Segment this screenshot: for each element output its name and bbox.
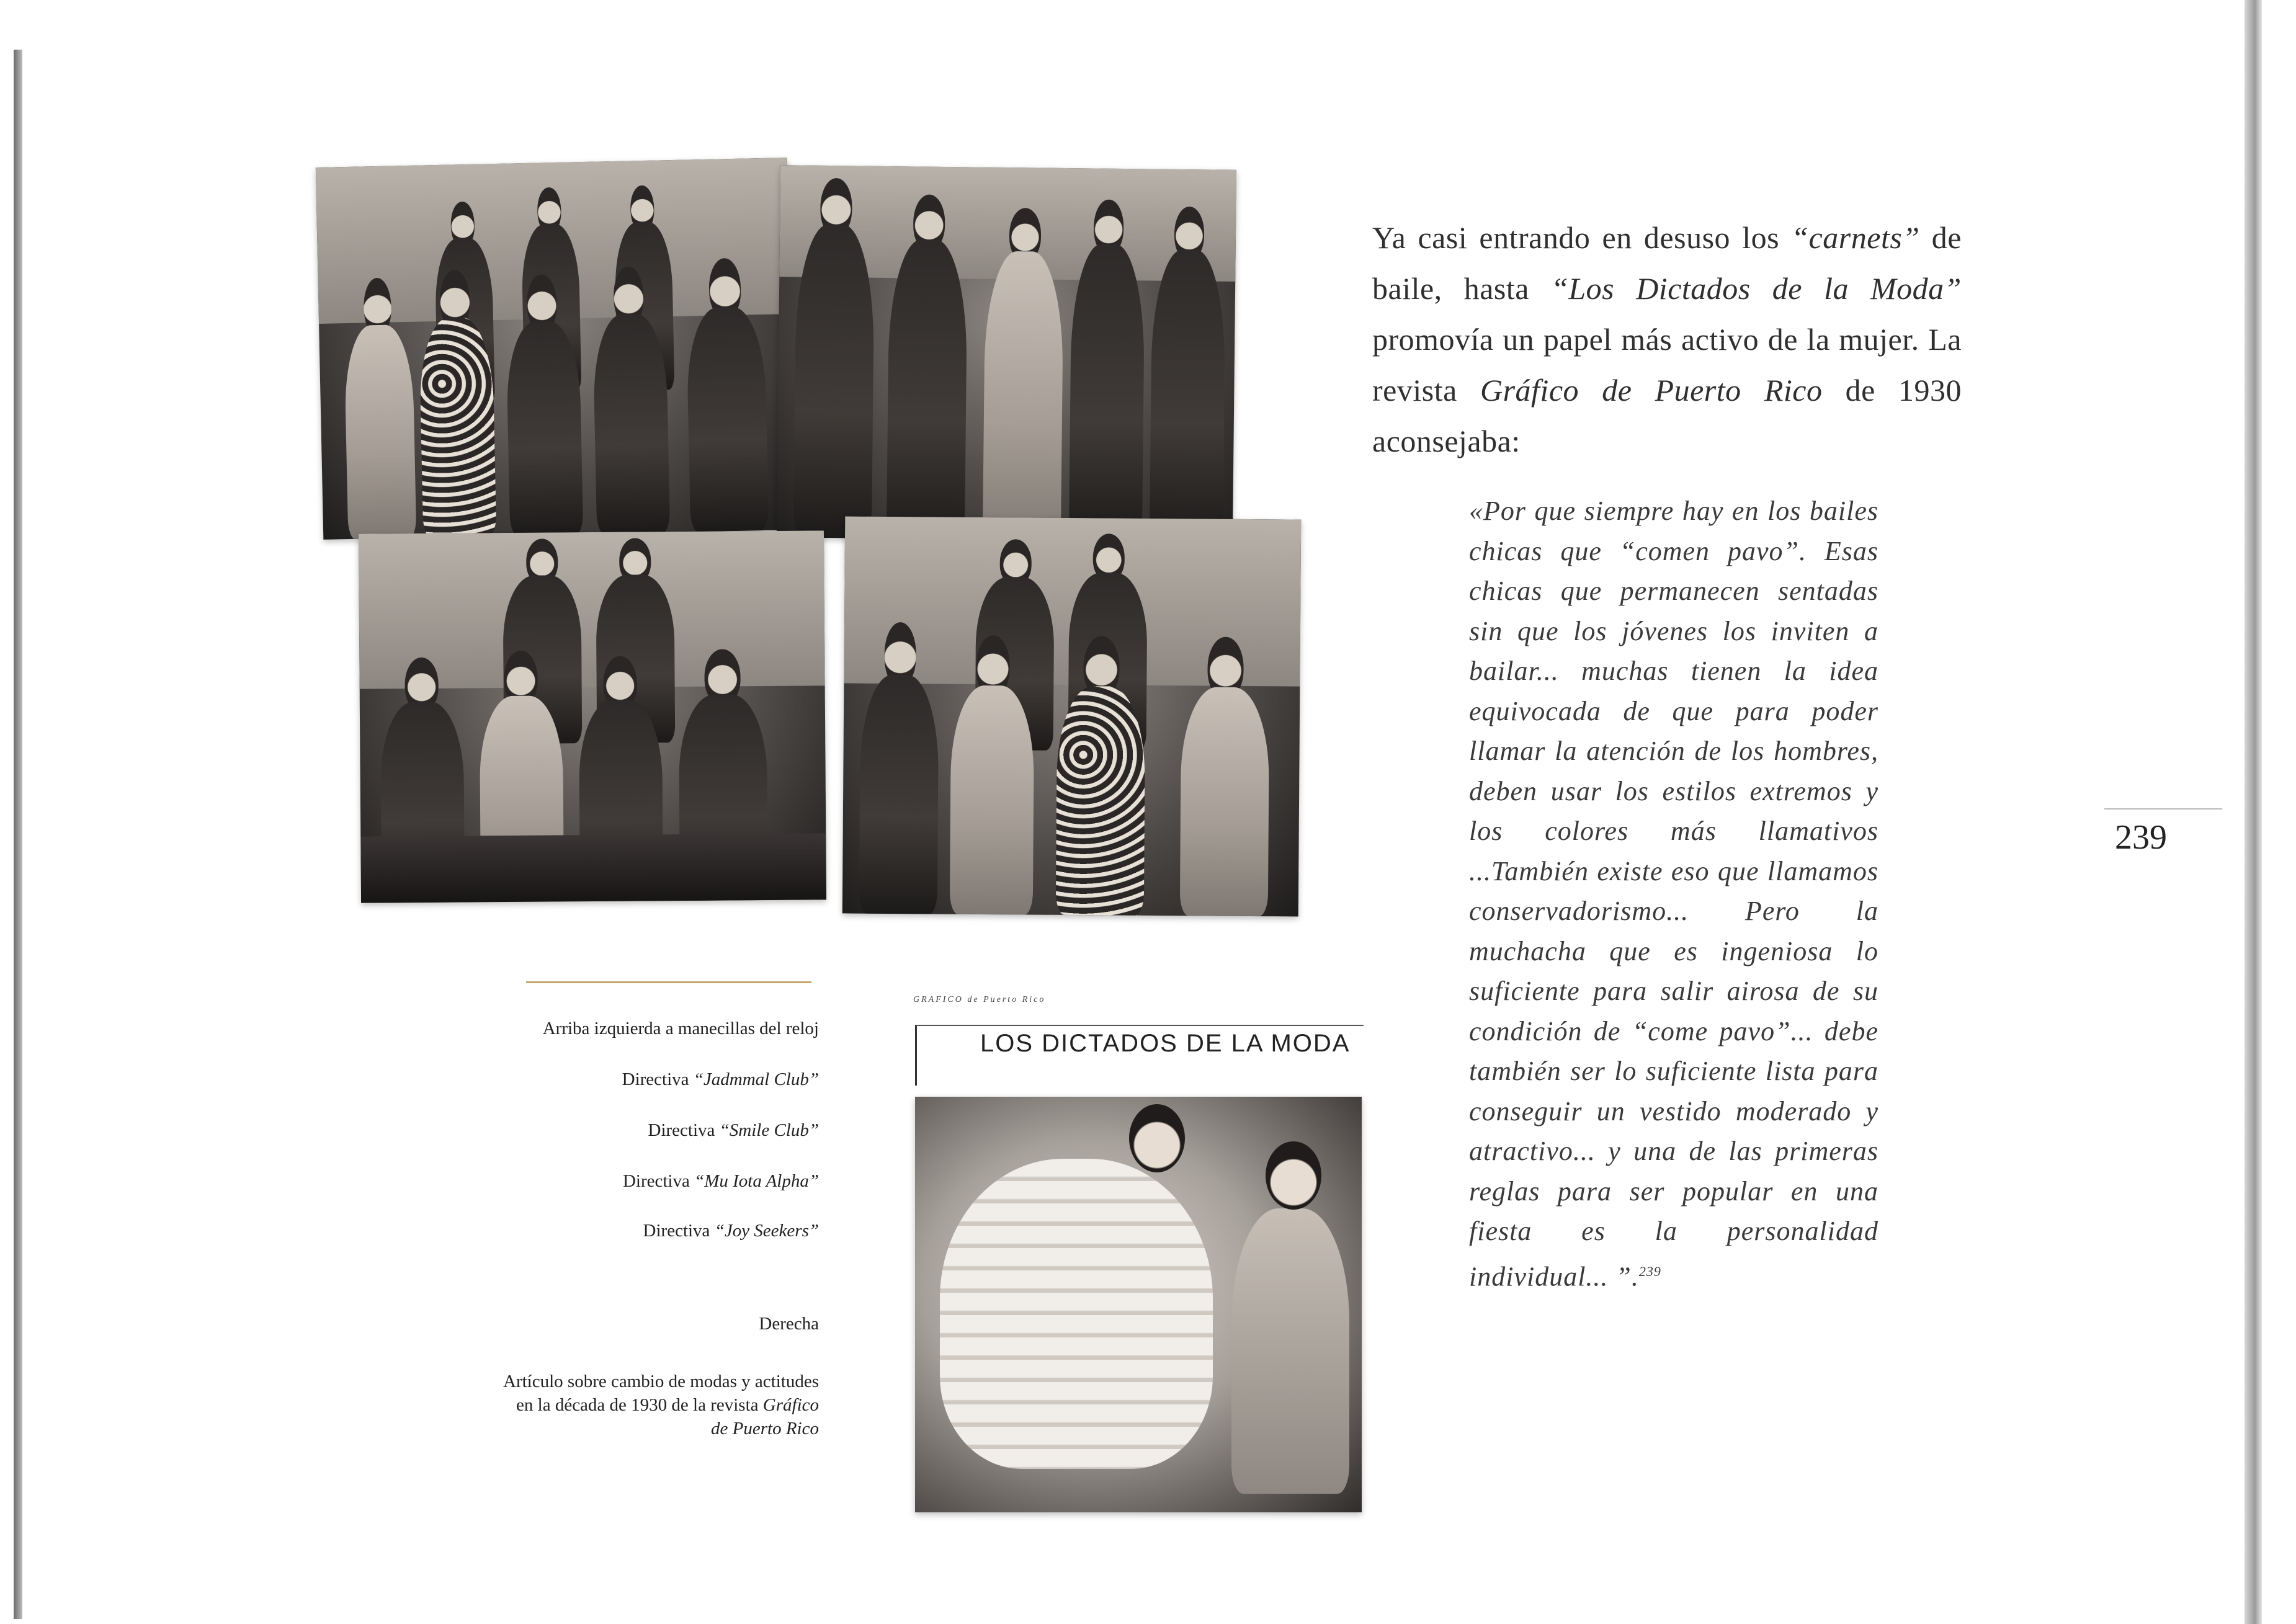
quote-block — [1469, 491, 1878, 1297]
page-binding-edge — [14, 50, 22, 1619]
page-number: 239 — [2115, 818, 2167, 857]
page-number-rule — [2104, 808, 2222, 810]
photo-joy-seekers — [359, 530, 826, 903]
clipping-header: GRAFICO de Puerto Rico — [913, 995, 1046, 1004]
caption-direction-right: Derecha — [759, 1314, 819, 1334]
clipping-figure-head — [1129, 1104, 1185, 1172]
caption-divider — [526, 981, 811, 983]
footnote-marker: 239 — [1638, 1263, 1661, 1279]
photo-smile-club — [777, 165, 1236, 542]
clipping-title: LOS DICTADOS DE LA MODA — [980, 1030, 1351, 1057]
caption-mu-iota-alpha: Directiva “Mu Iota Alpha” — [622, 1171, 819, 1191]
caption-jadmmal-club: Directiva “Jadmmal Club” — [622, 1069, 819, 1089]
caption-joy-seekers: Directiva “Joy Seekers” — [643, 1221, 819, 1241]
quote-text: «Por que siempre hay en los bailes chicas que “comen pavo”. Esas chicas que permanecen sentadas sin que los jóvenes los inviten a bailar... muchas tienen la idea equivocada de que para poder llamar la atención de los hombres, deben usar los estilos extremos y los colores más llamativos ...También existe eso que llamamos conservadorismo... Pero la muchacha que es ingeniosa lo suficiente para salir airosa de su condición de “come pavo”... debe también ser lo suficiente lista para conseguir un vestido moderado y atractivo... y una de las primeras reglas para ser popular en una fiesta es la personalidad individual... ”. — [1469, 496, 1878, 1292]
intro-paragraph: Ya casi entrando en desuso los “carnets” de baile, hasta “Los Dictados de la Moda” promovía un papel más activo de la mujer. La revista Gráfico de Puerto Rico de 1930 aconsejaba: — [1372, 220, 1962, 458]
caption-direction-top: Arriba izquierda a manecillas del reloj — [542, 1019, 819, 1038]
intro-emphasis-carnets: “carnets” — [1791, 220, 1920, 255]
intro-emphasis-dictados: “Los Dictados de la Moda” — [1551, 271, 1962, 306]
caption-smile-club: Directiva “Smile Club” — [648, 1120, 819, 1140]
clipping-figure-head-2 — [1266, 1141, 1321, 1210]
photo-mu-iota-alpha — [842, 516, 1301, 916]
intro-emphasis-grafico: Gráfico de Puerto Rico — [1480, 373, 1823, 408]
page-fore-edge — [2245, 0, 2262, 1624]
photo-jadmmal-club — [316, 158, 795, 540]
caption-article: Artículo sobre cambio de modas y actitudes en la década de 1930 de la revista Gráfico de Puerto Rico — [503, 1372, 819, 1439]
